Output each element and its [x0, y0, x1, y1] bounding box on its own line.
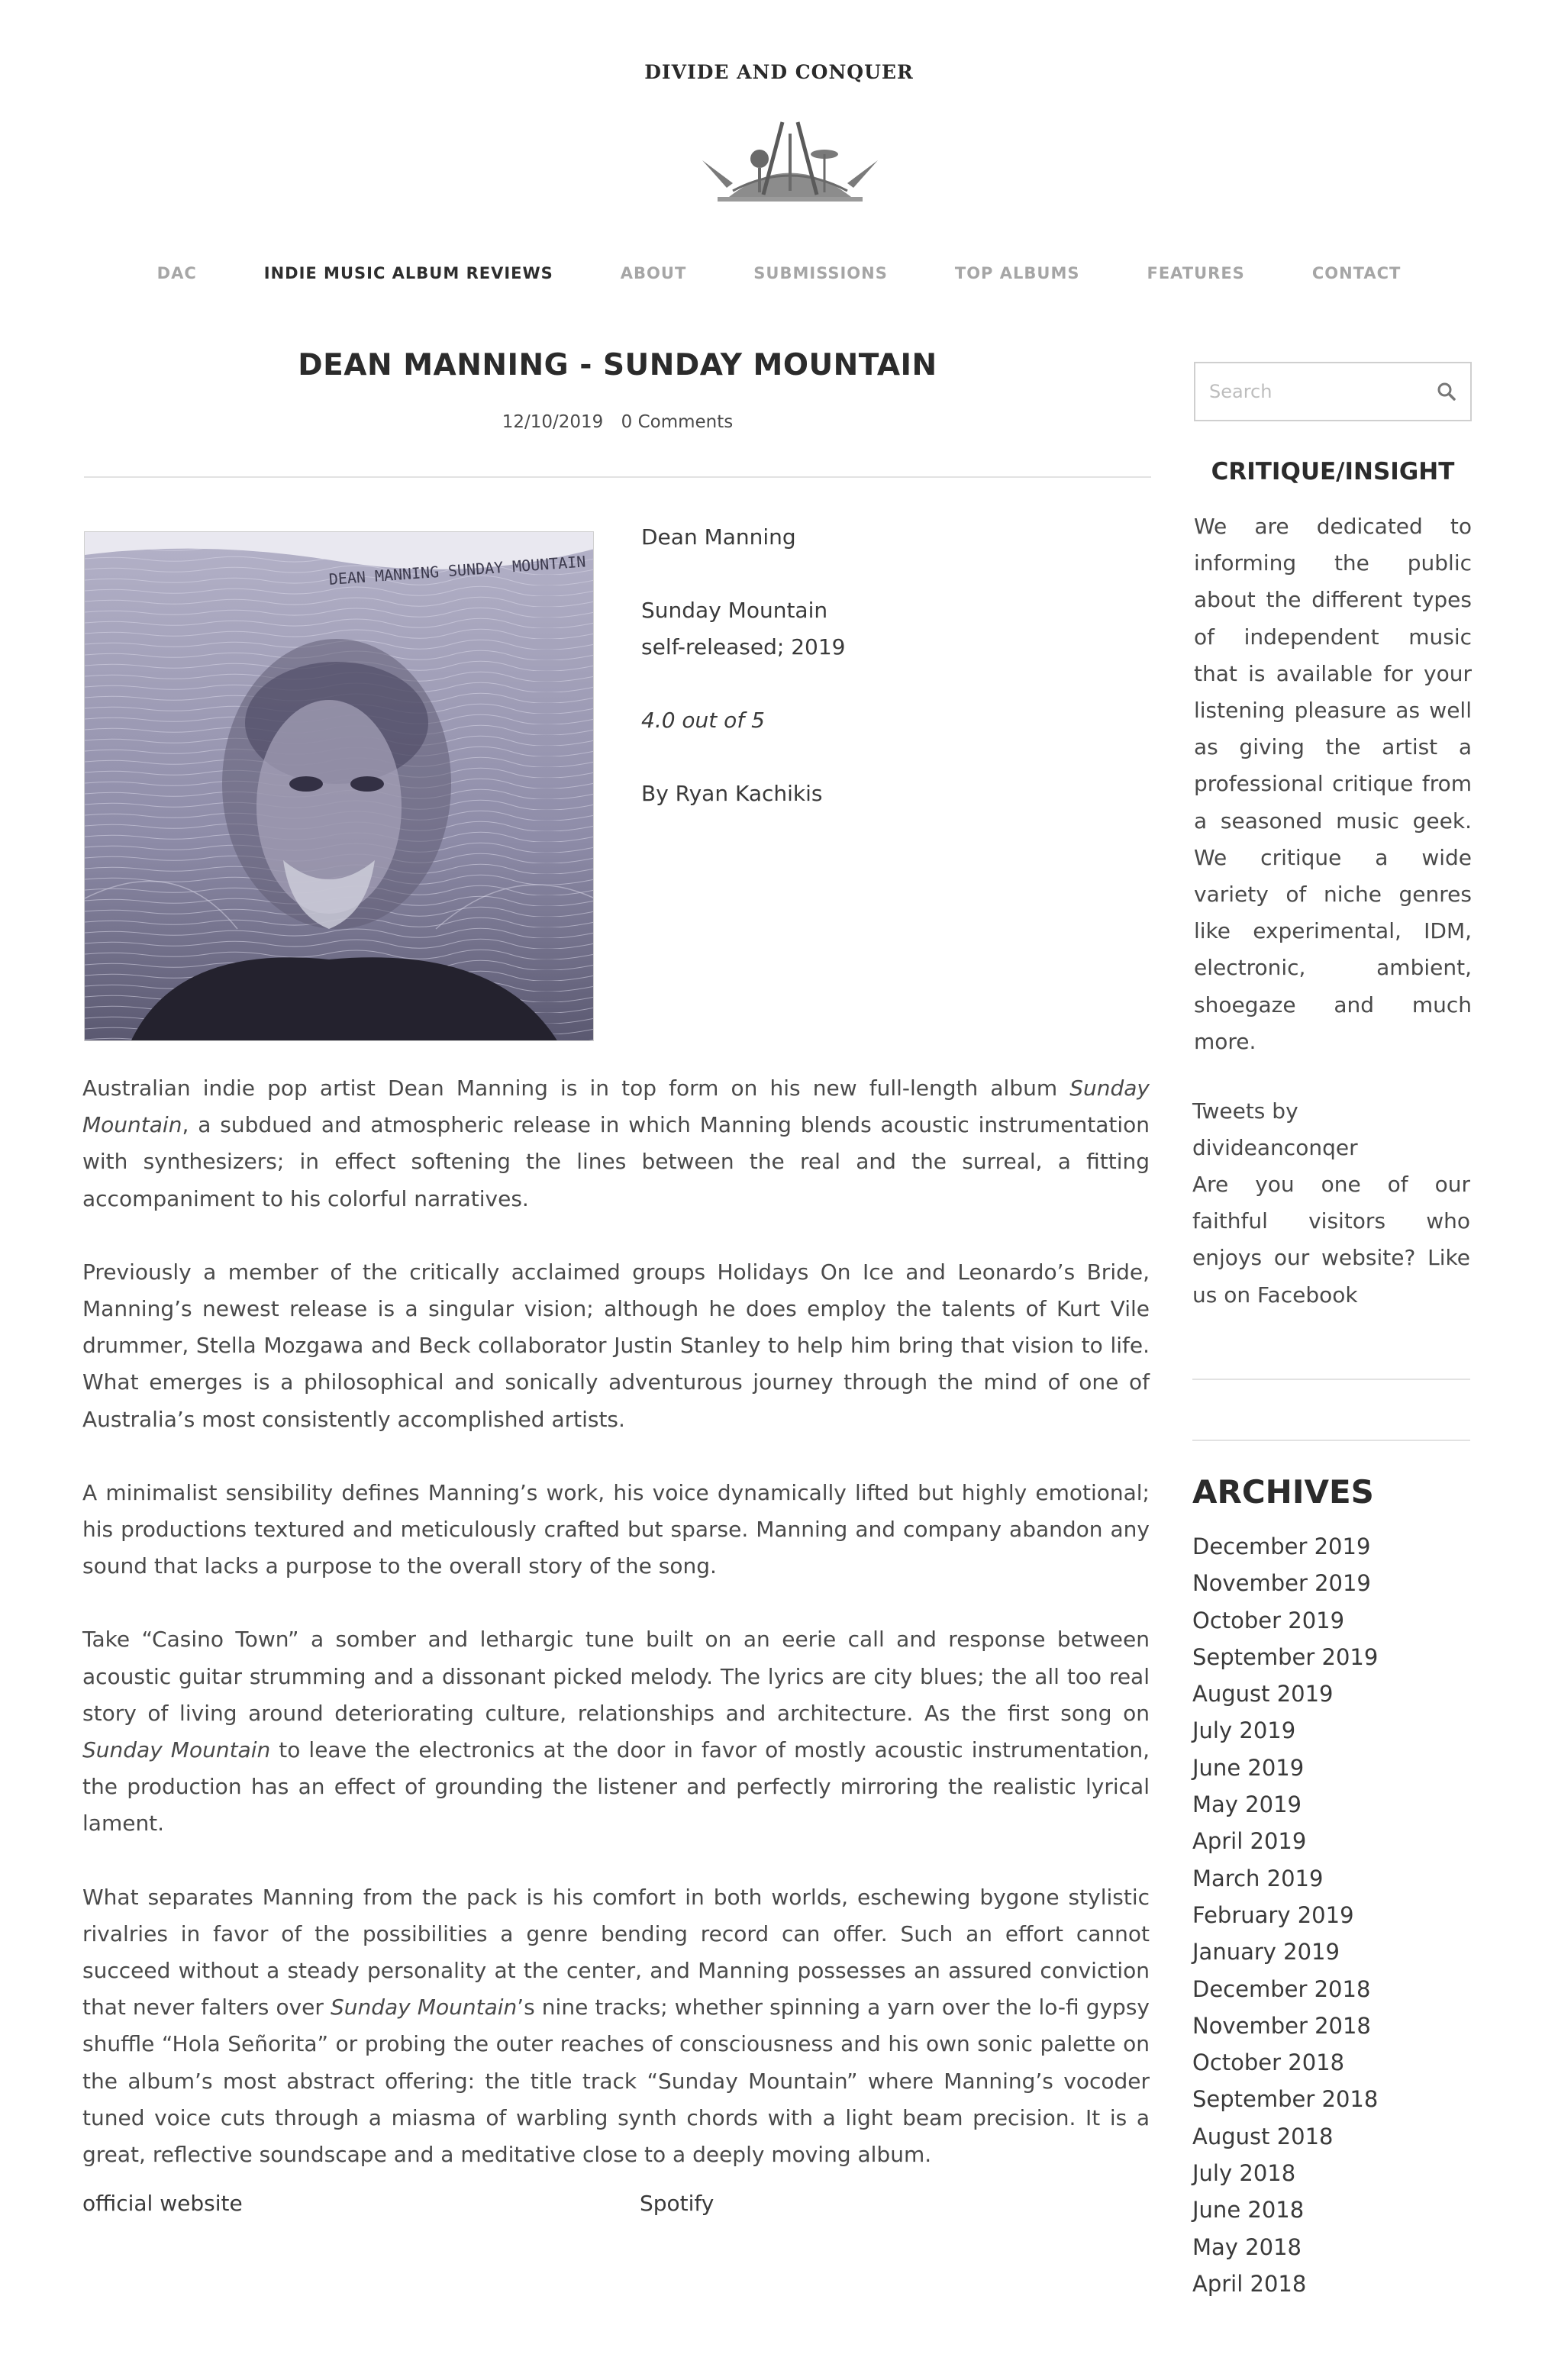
archive-link[interactable]: April 2018: [1192, 2270, 1307, 2297]
album-release: self-released; 2019: [641, 634, 846, 659]
review-paragraph: [82, 1254, 1150, 1438]
official-website-link[interactable]: official website: [82, 2191, 243, 2216]
review-body: [82, 1070, 1150, 2210]
album-title-italic: Sunday Mountain: [330, 1995, 518, 2020]
main-nav: [0, 264, 1558, 282]
archive-item: [1192, 1675, 1378, 1712]
search-box: [1194, 362, 1472, 421]
archives-list: [1192, 1528, 1378, 2302]
archives-heading: ARCHIVES: [1192, 1473, 1374, 1511]
site-title[interactable]: DIVIDE AND CONQUER: [644, 61, 914, 83]
archive-item: [1192, 1712, 1378, 1749]
archive-item: [1192, 1933, 1378, 1970]
archive-item: [1192, 1971, 1378, 2008]
facebook-prompt[interactable]: Are you one of our faithful visitors who enjoys our website? Like us on Facebook: [1192, 1172, 1470, 1308]
archive-item: [1192, 1860, 1378, 1897]
archive-item: [1192, 1786, 1378, 1823]
album-info: [641, 519, 1145, 849]
album-details: [641, 592, 1145, 666]
archive-link[interactable]: November 2018: [1192, 2012, 1371, 2039]
sidebar-divider-2: [1192, 1440, 1470, 1441]
spotify-link[interactable]: Spotify: [640, 2191, 714, 2216]
search-icon[interactable]: [1437, 382, 1456, 402]
archive-link[interactable]: August 2018: [1192, 2123, 1334, 2149]
nav-contact[interactable]: CONTACT: [1311, 264, 1402, 282]
archive-item: [1192, 1750, 1378, 1786]
critique-insight-heading: CRITIQUE/INSIGHT: [1211, 458, 1455, 485]
archive-link[interactable]: October 2018: [1192, 2049, 1345, 2076]
nav-top-albums[interactable]: TOP ALBUMS: [954, 264, 1080, 282]
sidebar-divider-1: [1192, 1379, 1470, 1380]
archive-item: [1192, 1823, 1378, 1859]
archive-link[interactable]: July 2018: [1192, 2160, 1296, 2187]
album-name: Sunday Mountain: [641, 598, 828, 623]
site-logo[interactable]: [687, 107, 893, 206]
archive-item: [1192, 1565, 1378, 1601]
archive-link[interactable]: December 2019: [1192, 1533, 1371, 1559]
search-input[interactable]: [1209, 381, 1423, 402]
post-date: 12/10/2019: [502, 412, 604, 432]
review-byline: By Ryan Kachikis: [641, 781, 823, 806]
nav-features[interactable]: FEATURES: [1147, 264, 1245, 282]
paragraph-text: to leave the electronics at the door in favor of mostly acoustic instrumentation, the production has an effect of grounding the listener and perfectly mirroring the realistic lyrical lament.: [82, 1737, 1150, 1837]
archive-link[interactable]: April 2019: [1192, 1828, 1307, 1855]
album-artist: Dean Manning: [641, 524, 796, 550]
album-title-italic: Sunday Mountain: [82, 1076, 1150, 1138]
archive-link[interactable]: October 2019: [1192, 1607, 1345, 1633]
review-paragraph: [82, 1879, 1150, 2174]
paragraph-text: ’s nine tracks; whether spinning a yarn over the lo-fi gypsy shuffle “Hola Señorita” or probing the outer reaches of consciousness and his own sonic palette on the album’s most abstract offering: the title track “Sunday Mountain” where Manning’s vocoder tuned voice cuts through a miasma of warbling synth chords with a light beam precision. It is a great, reflective soundscape and a meditative close to a deeply moving album.: [82, 1995, 1150, 2168]
archive-item: [1192, 2155, 1378, 2191]
archive-link[interactable]: August 2019: [1192, 1681, 1334, 1708]
archive-link[interactable]: May 2019: [1192, 1791, 1302, 1818]
archive-item: [1192, 1639, 1378, 1675]
archive-item: [1192, 2008, 1378, 2044]
paragraph-text: Take “Casino Town” a somber and lethargic tune built on an eerie call and response between acoustic guitar strumming and a dissonant picked melody. The lyrics are city blues; the all too real story of living around deteriorating culture, relationships and architecture. As the first song on: [82, 1627, 1150, 1726]
archive-link[interactable]: December 2018: [1192, 1975, 1371, 2002]
archive-link[interactable]: September 2019: [1192, 1643, 1379, 1670]
paragraph-text: A minimalist sensibility defines Manning’s work, his voice dynamically lifted but highly emotional; his productions textured and meticulously crafted but sparse. Manning and company abandon any sound that lacks a purpose to the overall story of the song.: [82, 1479, 1150, 1579]
post-divider: [84, 476, 1151, 478]
nav-dac[interactable]: DAC: [156, 264, 197, 282]
archive-link[interactable]: March 2019: [1192, 1865, 1324, 1891]
paragraph-text: , a subdued and atmospheric release in which Manning blends acoustic instrumentation with synthesizers; in effect softening the lines between the real and the surreal, a fitting accompaniment to his colorful narratives.: [82, 1112, 1150, 1211]
archive-link[interactable]: January 2019: [1192, 1939, 1340, 1966]
tweets-link[interactable]: Tweets by divideanconqer: [1192, 1098, 1358, 1161]
album-cover-image: [84, 531, 594, 1041]
paragraph-text: What separates Manning from the pack is his comfort in both worlds, eschewing bygone stylistic rivalries in favor of the possibilities a genre bending record can offer. Such an effort cannot succeed without a steady personality at the center, and Manning possesses an assured conviction that never falters over: [82, 1884, 1150, 2020]
nav-about[interactable]: ABOUT: [620, 264, 687, 282]
critique-insight-text: We are dedicated to informing the public about the different types of independent music that is available for your listening pleasure as well as giving the artist a professional critique from a seasoned music geek. We critique a wide variety of niche genres like experimental, IDM, electronic, ambient, shoegaze and much more.: [1194, 514, 1472, 1054]
archive-link[interactable]: June 2018: [1192, 2197, 1305, 2224]
archive-link[interactable]: June 2019: [1192, 1754, 1305, 1781]
archive-item: [1192, 2191, 1378, 2228]
review-paragraph: [82, 1621, 1150, 1842]
archive-link[interactable]: May 2018: [1192, 2233, 1302, 2260]
archive-item: [1192, 2044, 1378, 2081]
archive-link[interactable]: September 2018: [1192, 2086, 1379, 2113]
review-paragraph: [82, 1475, 1150, 1585]
album-rating: 4.0 out of 5: [641, 708, 765, 733]
archive-item: [1192, 2266, 1378, 2302]
post-meta: [84, 412, 1151, 432]
archive-link[interactable]: November 2019: [1192, 1570, 1371, 1597]
paragraph-text: Australian indie pop artist Dean Manning is in top form on his new full-length album: [82, 1076, 1070, 1101]
album-title-italic: Sunday Mountain: [82, 1737, 271, 1763]
archive-link[interactable]: July 2019: [1192, 1717, 1296, 1744]
archive-item: [1192, 1897, 1378, 1933]
archive-item: [1192, 2081, 1378, 2117]
paragraph-text: Previously a member of the critically acclaimed groups Holidays On Ice and Leonardo’s Bride, Manning’s newest release is a singular vision; although he does employ the talents of Kurt Vile drummer, Stella Mozgawa and Beck collaborator Justin Stanley to help him bring that vision to life. What emerges is a philosophical and sonically adventurous journey through the mind of one of Australia’s most consistently accomplished artists.: [82, 1259, 1150, 1432]
archive-link[interactable]: February 2019: [1192, 1901, 1354, 1928]
archive-item: [1192, 1528, 1378, 1565]
nav-indie-music-album-reviews[interactable]: INDIE MUSIC ALBUM REVIEWS: [263, 264, 553, 282]
review-paragraph: [82, 1070, 1150, 1217]
post-comments-link[interactable]: 0 Comments: [621, 412, 734, 432]
post-title[interactable]: DEAN MANNING - SUNDAY MOUNTAIN: [298, 348, 937, 382]
archive-item: [1192, 2229, 1378, 2266]
cover-text: DEAN MANNING SUNDAY MOUNTAIN: [328, 552, 587, 589]
nav-submissions[interactable]: SUBMISSIONS: [753, 264, 888, 282]
archive-item: [1192, 2118, 1378, 2155]
archive-item: [1192, 1602, 1378, 1639]
